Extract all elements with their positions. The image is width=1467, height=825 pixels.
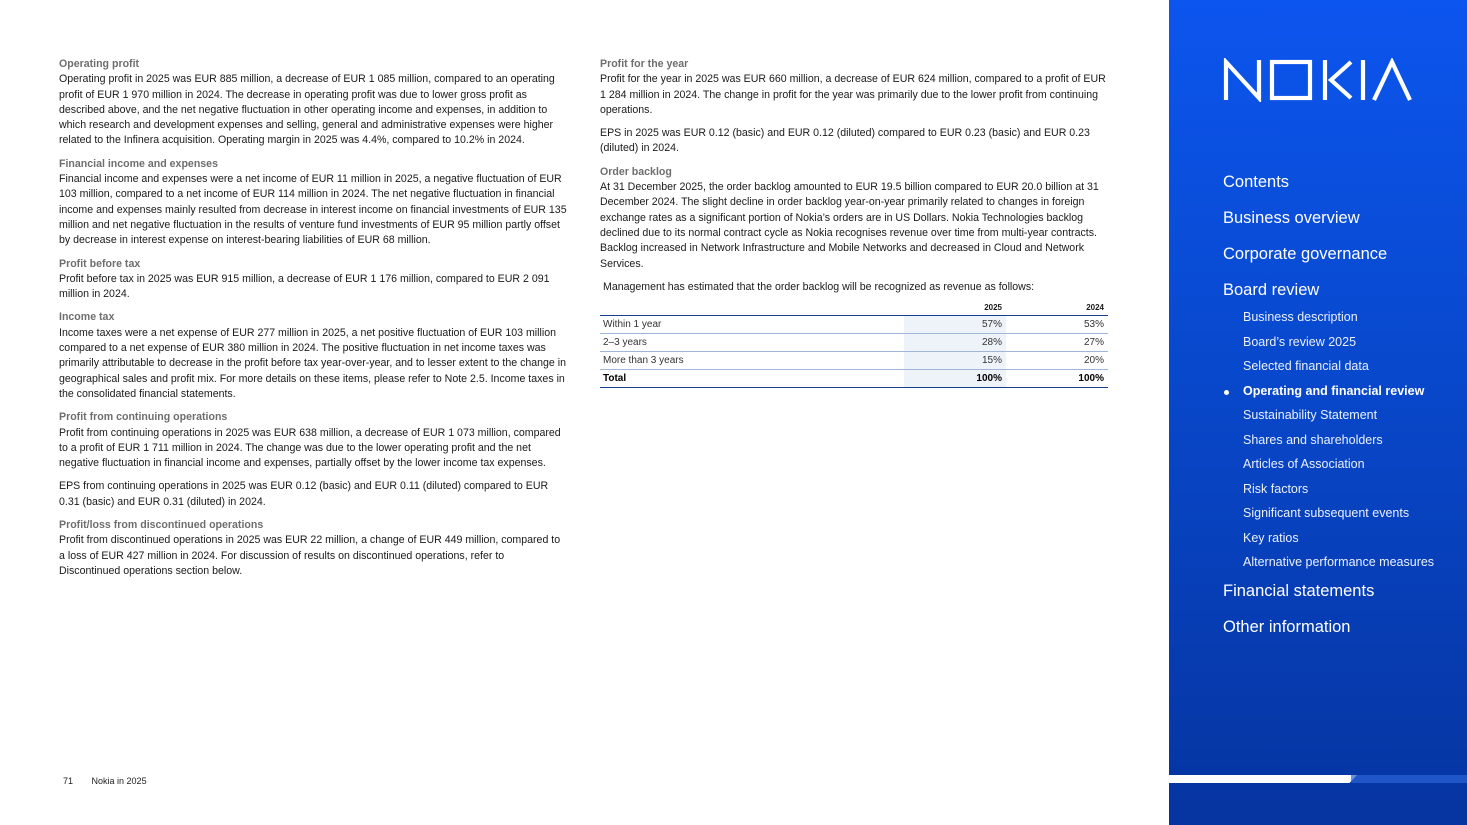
section-paragraph: Profit for the year in 2025 was EUR 660 million, a decrease of EUR 624 million, compared to a profit of EUR 1 284 million in 2024. The change in profit for the year was primarily due to the lower profit from continuing operations.: [600, 73, 1106, 116]
nav-corporate-governance[interactable]: Corporate governance: [1223, 245, 1388, 263]
nav-risk-factors[interactable]: Risk factors: [1243, 481, 1309, 496]
sidebar-nav: [1223, 172, 1453, 653]
section-financial-income: [59, 157, 567, 249]
table-row: [600, 316, 1108, 334]
row-value-2024: 20%: [1006, 352, 1108, 370]
section-profit-before-tax: [59, 257, 567, 303]
section-paragraph: EPS from continuing operations in 2025 was EUR 0.12 (basic) and EUR 0.11 (diluted) compared to EUR 0.31 (basic) and EUR 0.31 (diluted) in 2024.: [59, 480, 549, 508]
section-paragraph: EPS in 2025 was EUR 0.12 (basic) and EUR 0.12 (diluted) compared to EUR 0.23 (basic) and EUR 0.23 (diluted) in 2024.: [600, 127, 1090, 155]
section-operating-profit: [59, 57, 567, 149]
header-2024: 2024: [1006, 300, 1108, 316]
active-bullet-icon: [1224, 390, 1229, 395]
section-heading: Profit for the year: [600, 58, 689, 70]
row-value-2024: 27%: [1006, 334, 1108, 352]
section-paragraph: Profit from discontinued operations in 2025 was EUR 22 million, a change of EUR 449 million, compared to a loss of EUR 427 million in 2024. For discussion of results on discontinued operations, refer to Discontinued operations section below.: [59, 534, 561, 577]
row-value-2024: 53%: [1006, 316, 1108, 334]
section-heading: Income tax: [59, 311, 115, 324]
section-income-tax: [59, 310, 567, 402]
section-heading: Profit from continuing operations: [59, 411, 228, 424]
row-value-2025: 57%: [904, 316, 1006, 334]
table-row: [600, 352, 1108, 370]
nokia-logo[interactable]: [1223, 58, 1413, 107]
section-paragraph: Income taxes were a net expense of EUR 277 million in 2025, a net positive fluctuation of EUR 103 million compared to a net expense of EUR 380 million in 2024. The positive fluctuation in net income taxes was primarily attributable to decrease in the profit before tax year-over-year, and to lesser extent to the change in geographical sales and profit mix. For more details on these items, please refer to Note 2.5. Income taxes in the consolidated financial statements.: [59, 326, 567, 400]
nav-selected-financial-data[interactable]: Selected financial data: [1243, 359, 1369, 373]
header-2025: 2025: [904, 300, 1006, 316]
total-value-2025: 100%: [904, 370, 1006, 388]
page-footer: [63, 776, 147, 786]
nav-business-description[interactable]: Business description: [1243, 310, 1358, 324]
section-paragraph: Profit before tax in 2025 was EUR 915 million, a decrease of EUR 1 176 million, compared to EUR 2 091 million in 2024.: [59, 272, 550, 301]
nav-business-overview[interactable]: Business overview: [1223, 209, 1360, 227]
section-profit-for-year: [600, 57, 1110, 157]
table-total-row: [600, 370, 1108, 388]
left-column: [59, 57, 567, 587]
row-value-2025: 28%: [904, 334, 1006, 352]
section-paragraph: At 31 December 2025, the order backlog amounted to EUR 19.5 billion compared to EUR 20.0 billion at 31 December 2024. The slight decline in order backlog year-on-year primarily related to changes in foreign exchange rates as a significant portion of Nokia’s orders are in US Dollars. Nokia Technologies backlog declined due to its normal contract cycle as Nokia recognises revenue over time from multi-year contracts. Backlog increased in Network Infrastructure and Mobile Networks and decreased in Cloud and Network Services.: [600, 181, 1099, 270]
nav-operating-financial-review[interactable]: [1243, 383, 1453, 400]
row-label: 2–3 years: [600, 334, 904, 352]
document-title: Nokia in 2025: [91, 776, 147, 786]
nav-alternative-performance-measures[interactable]: Alternative performance measures: [1243, 555, 1435, 569]
total-label: Total: [600, 370, 904, 388]
row-value-2025: 15%: [904, 352, 1006, 370]
section-paragraph: Operating profit in 2025 was EUR 885 million, a decrease of EUR 1 085 million, compared to an operating profit of EUR 1 970 million in 2024. The decrease in operating profit was due to lower gross profit as described above, and the net negative fluctuation in other operating income and expenses, in addition to which research and development expenses and selling, general and administrative expenses were higher related to the Infinera acquisition. Operating margin in 2025 was 4.4%, compared to 10.2% in 2024.: [59, 73, 555, 147]
header-label-cell: [600, 300, 904, 316]
section-heading: Operating profit: [59, 58, 140, 70]
backlog-table: [600, 300, 1108, 388]
section-heading: Order backlog: [600, 165, 672, 178]
progress-stripe-track: [1351, 775, 1467, 783]
section-order-backlog: [600, 165, 1110, 272]
nav-key-ratios[interactable]: Key ratios: [1243, 530, 1299, 545]
page-number: 71: [63, 776, 74, 786]
section-continuing-operations: [59, 410, 567, 510]
section-heading: Financial income and expenses: [59, 157, 218, 170]
row-label: More than 3 years: [600, 352, 904, 370]
nav-articles-of-association[interactable]: Articles of Association: [1243, 457, 1365, 471]
table-row: [600, 334, 1108, 352]
nav-item-label: Operating and financial review: [1243, 383, 1425, 398]
section-discontinued-operations: [59, 518, 567, 579]
section-heading: Profit before tax: [59, 257, 141, 270]
nav-board-review[interactable]: Board review: [1223, 281, 1320, 299]
sidebar: [1169, 0, 1467, 825]
total-value-2024: 100%: [1006, 370, 1108, 388]
nav-significant-subsequent-events[interactable]: Significant subsequent events: [1243, 506, 1410, 520]
nav-board-review-subitems: [1223, 309, 1453, 571]
backlog-intro: Management has estimated that the order backlog will be recognized as revenue as follows:: [603, 280, 1035, 293]
nav-boards-review-2025[interactable]: Board’s review 2025: [1243, 334, 1357, 349]
table-header-row: [600, 300, 1108, 316]
section-paragraph: Profit from continuing operations in 2025 was EUR 638 million, a decrease of EUR 1 073 million, compared to a profit of EUR 1 711 million in 2024. The change was due to the lower operating profit and the net negative fluctuation in financial income and expenses, partially offset by the lower income tax expenses.: [59, 426, 561, 470]
right-column: [600, 57, 1110, 388]
section-paragraph: Financial income and expenses were a net income of EUR 11 million in 2025, a negative fluctuation of EUR 103 million, compared to a net income of EUR 114 million in 2024. The net negative fluctuation in financial income and expenses mainly resulted from decrease in interest income on financial investments of EUR 135 million and net negative fluctuation in the results of venture fund investments of EUR 95 million partly offset by decrease in interest expense on interest-bearing liabilities of EUR 68 million.: [59, 173, 567, 247]
row-label: Within 1 year: [600, 316, 904, 334]
nav-financial-statements[interactable]: Financial statements: [1223, 582, 1375, 600]
nokia-logo-icon: [1223, 58, 1413, 102]
nav-shares-shareholders[interactable]: Shares and shareholders: [1243, 432, 1383, 447]
progress-stripe: [1169, 775, 1357, 783]
nav-contents[interactable]: Contents: [1223, 173, 1290, 191]
nav-sustainability-statement[interactable]: Sustainability Statement: [1243, 408, 1378, 422]
nav-other-information[interactable]: Other information: [1223, 618, 1351, 636]
section-heading: Profit/loss from discontinued operations: [59, 519, 264, 532]
